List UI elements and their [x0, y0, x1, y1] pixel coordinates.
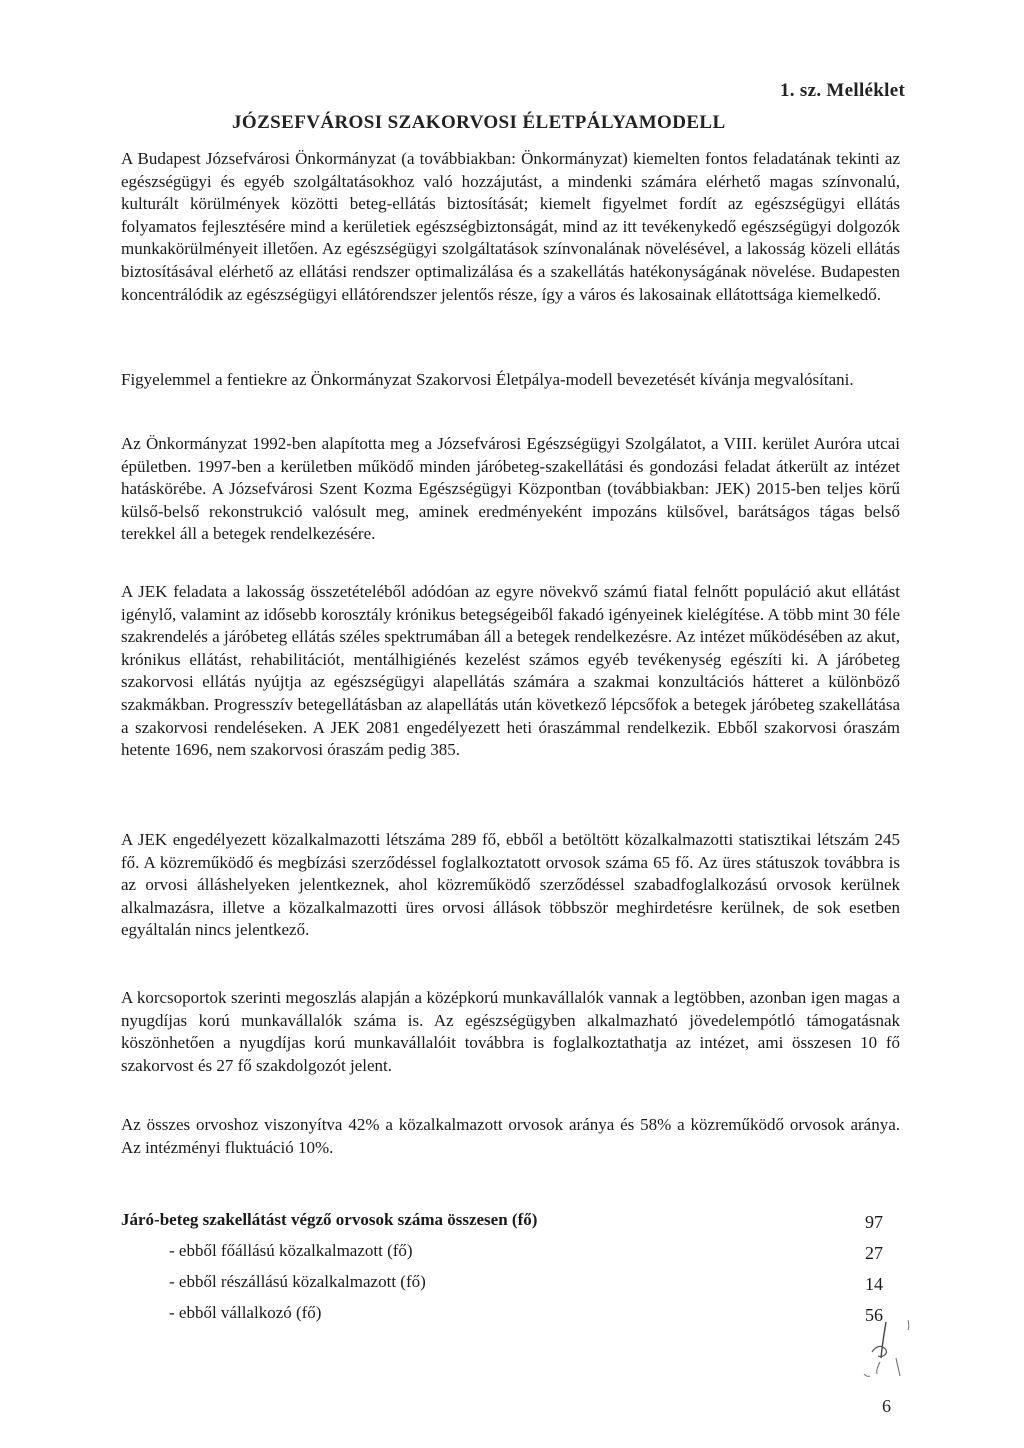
annex-label: 1. sz. Melléklet	[780, 80, 906, 101]
paragraph-intro: A Budapest Józsefvárosi Önkormányzat (a továbbiakban: Önkormányzat) kiemelten fontos feladatának tekinti az egészségügyi és egyéb szolgáltatásokhoz való hozzájutást, a mindenki számára elérhető magas színvonalú, kulturált körülmények közötti beteg-ellátás biztosítását; kiemelt figyelmet fordít az egészségügyi ellátás folyamatos fejlesztésére mind a kerületiek egészségbiztonságát, mind az itt tevékenykedő egészségügyi dolgozók munkakörülményeit illetően. Az egészségügyi szolgáltatások színvonalának növelésével, a lakosság közeli ellátás biztosításával elérhető az ellátási rendszer optimalizálása és a szakellátás hatékonyságának növelése. Budapesten koncentrálódik az egészségügyi ellátórendszer jelentős része, így a város és lakosainak ellátottsága kiemelkedő.	[121, 149, 900, 304]
paragraph-staffing: A JEK engedélyezett közalkalmazotti létszáma 289 fő, ebből a betöltött közalkalmazotti statisztikai létszám 245 fő. A közreműködő és megbízási szerződéssel foglalkoztatott orvosok száma 65 fő. Az üres státuszok továbbra is az orvosi álláshelyeken jelentkeznek, ahol közreműködő szerződéssel szabadfoglalkozású orvosok kerülnek alkalmazásra, illetve a közalkalmazotti üres orvosi állások többször meghirdetésre kerülnek, de sok esetben egyáltalán nincs jelentkező.	[121, 830, 900, 940]
paragraph-tasks: A JEK feladata a lakosság összetételéből adódóan az egyre növekvő számú fiatal felnőtt populáció akut ellátást igénylő, valamint az idősebb korosztály krónikus betegségeiből fakadó igényeinek kielégítése. A több mint 30 féle szakrendelés a járóbeteg ellátás széles spektrumában áll a betegek rendelkezésre. Az intézet működésében az akut, krónikus ellátást, rehabilitációt, mentálhigiénés kezelést számos egyéb tevékenység egészíti ki. A járóbeteg szakorvosi ellátás nyújtja az egészségügyi alapellátás számára a szakmai konzultációs hátteret a különböző szakmákban. Progresszív betegellátásban az alapellátás után következő lépcsőfok a betegek járóbeteg szakellátása a szakorvosi rendeléseken. A JEK 2081 engedélyezett heti óraszámmal rendelkezik. Ebből szakorvosi óraszám hetente 1696, nem szakorvosi óraszám pedig 385.	[121, 582, 900, 760]
stat-row-contractor	[121, 1303, 901, 1334]
paragraph-history: Az Önkormányzat 1992-ben alapította meg a Józsefvárosi Egészségügyi Szolgálatot, a VIII. kerület Auróra utcai épületben. 1997-ben a kerületben működő minden járóbeteg-szakellátási és gondozási feladat átkerült az intézet hatáskörébe. A Józsefvárosi Szent Kozma Egészségügyi Központban (továbbiakban: JEK) 2015-ben teljes körű külső-belső rekonstrukció valósult meg, aminek eredményeként impozáns külsővel, barátságos tágas belső terekkel áll a betegek rendelkezésére.	[121, 434, 900, 544]
page-number: 6	[882, 1396, 891, 1416]
paragraph-age-groups: A korcsoportok szerinti megoszlás alapján a középkorú munkavállalók vannak a legtöbben, azonban igen magas a nyugdíjas korú munkavállalók száma is. Az egészségügyben alkalmazható jövedelempótló támogatásnak köszönhetően a nyugdíjas korú munkavállalóit továbbra is foglalkoztathatja az intézet, ami összesen 10 fő szakorvost és 27 fő szakdolgozót jelent.	[121, 988, 900, 1075]
stat-value-fulltime: 27	[865, 1243, 883, 1263]
document-title: JÓZSEFVÁROSI SZAKORVOSI ÉLETPÁLYAMODELL	[232, 112, 726, 133]
stat-row-total	[121, 1210, 901, 1241]
stat-row-parttime	[121, 1272, 901, 1303]
stat-label-total: Járó-beteg szakellátást végző orvosok száma összesen (fő)	[121, 1210, 538, 1229]
paragraph-ratios: Az összes orvoshoz viszonyítva 42% a közalkalmazott orvosok aránya és 58% a közreműködő orvosok aránya. Az intézményi fluktuáció 10%.	[121, 1115, 900, 1157]
stat-value-parttime: 14	[865, 1274, 883, 1294]
handwritten-initials	[842, 1300, 922, 1390]
stat-value-total: 97	[865, 1212, 883, 1232]
stat-row-fulltime	[121, 1241, 901, 1272]
stat-value-contractor: 56	[865, 1305, 883, 1325]
stat-label-parttime: - ebből részállású közalkalmazott (fő)	[169, 1272, 426, 1291]
paragraph-goal: Figyelemmel a fentiekre az Önkormányzat Szakorvosi Életpálya-modell bevezetését kívánja megvalósítani.	[121, 370, 854, 389]
stat-label-contractor: - ebből vállalkozó (fő)	[169, 1303, 322, 1322]
stat-label-fulltime: - ebből főállású közalkalmazott (fő)	[169, 1241, 413, 1260]
doctor-stats-table	[121, 1210, 901, 1334]
